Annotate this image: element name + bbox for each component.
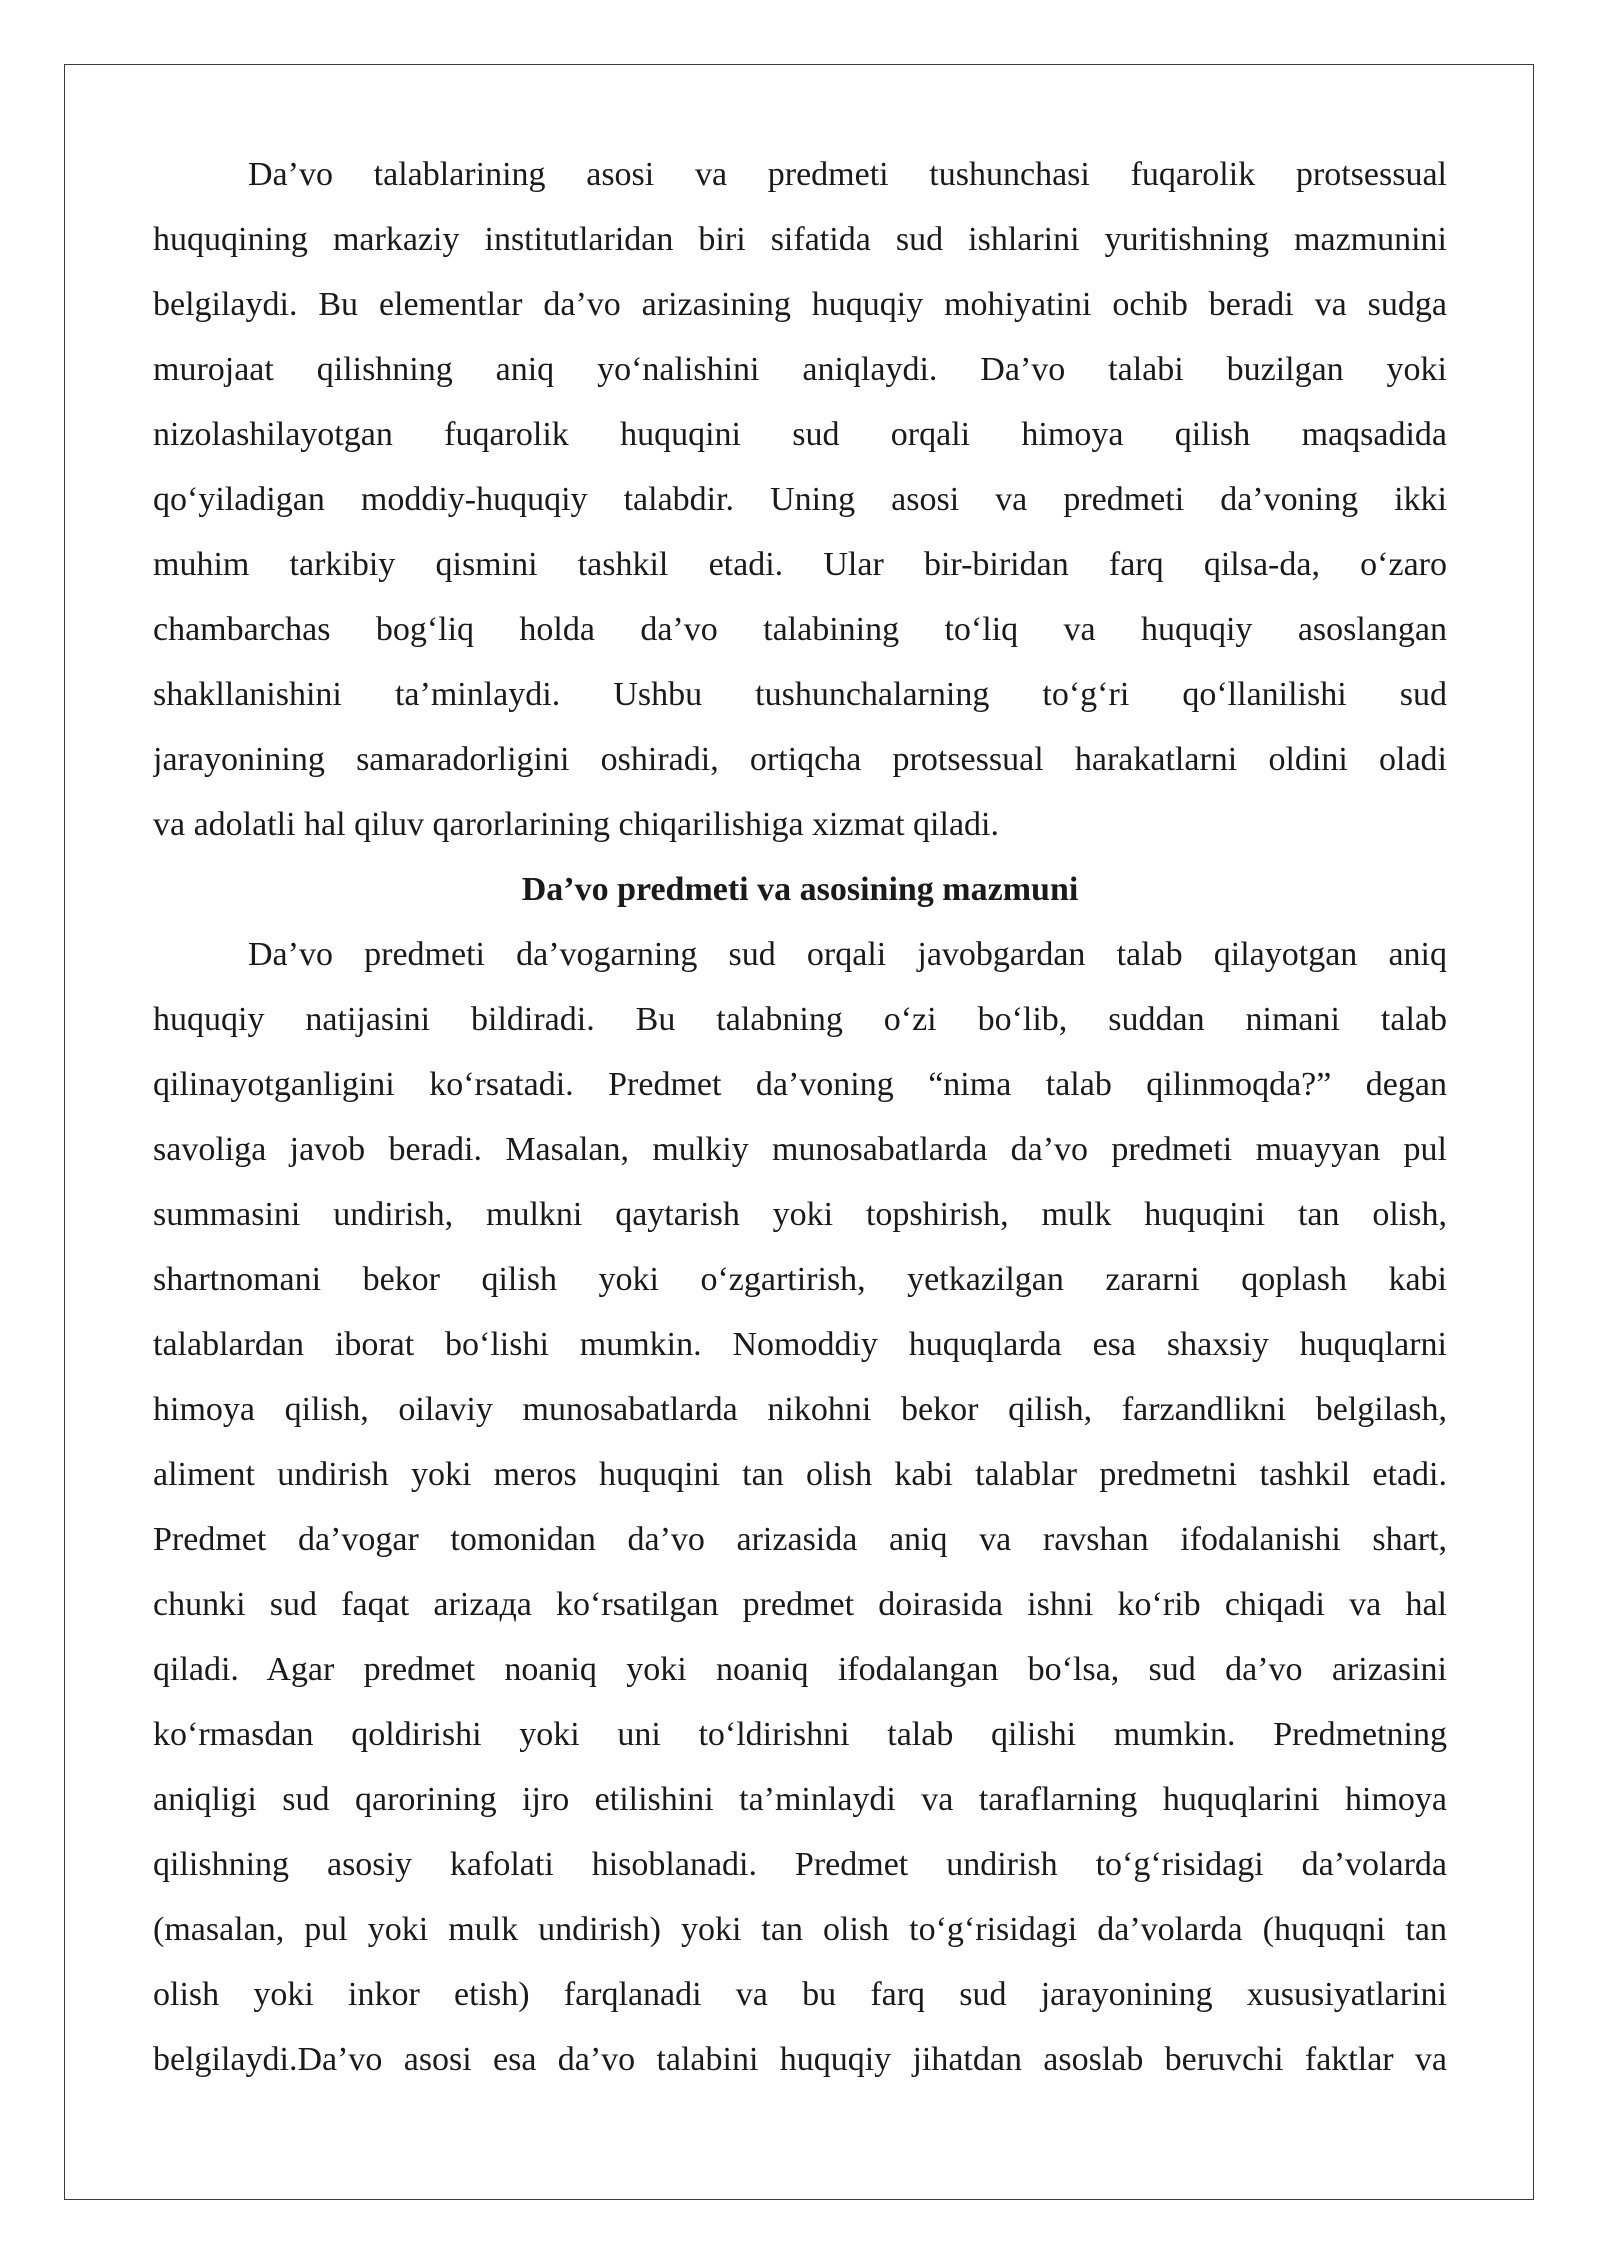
text-line: Da’vo predmeti da’vogarning sud orqali javobgardan talab qilayotgan aniq — [248, 936, 1447, 973]
paragraph-subject — [153, 922, 1447, 2092]
text-line: nizolashilayotgan fuqarolik huquqini sud orqali himoya qilish maqsadida — [153, 416, 1447, 453]
document-body — [153, 142, 1447, 2092]
text-line: aniqligi sud qarorining ijro etilishini ta’minlaydi va taraflarning huquqlarini himoya — [153, 1781, 1447, 1818]
text-line: Predmet da’vogar tomonidan da’vo arizasida aniq va ravshan ifodalanishi shart, — [153, 1521, 1447, 1558]
text-line: (masalan, pul yoki mulk undirish) yoki tan olish to‘g‘risidagi da’volarda (huquqni tan — [153, 1911, 1447, 1948]
text-line: jarayonining samaradorligini oshiradi, ortiqcha protsessual harakatlarni oldini oladi — [153, 741, 1447, 778]
text-line: qilishning asosiy kafolati hisoblanadi. Predmet undirish to‘g‘risidagi da’volarda — [153, 1846, 1447, 1883]
text-line: summasini undirish, mulkni qaytarish yoki topshirish, mulk huquqini tan olish, — [153, 1196, 1447, 1233]
text-line: qiladi. Agar predmet noaniq yoki noaniq ifodalangan bo‘lsa, sud da’vo arizasini — [153, 1651, 1447, 1688]
text-line: Da’vo talablarining asosi va predmeti tushunchasi fuqarolik protsessual — [248, 156, 1447, 193]
text-line: belgilaydi. Bu elementlar da’vo arizasining huquqiy mohiyatini ochib beradi va sudga — [153, 286, 1447, 323]
text-line: qilinayotganligini ko‘rsatadi. Predmet da’voning “nima talab qilinmoqda?” degan — [153, 1066, 1447, 1103]
text-line: shartnomani bekor qilish yoki o‘zgartirish, yetkazilgan zararni qoplash kabi — [153, 1261, 1447, 1298]
text-line: va adolatli hal qiluv qarorlarining chiqarilishiga xizmat qiladi. — [153, 806, 999, 843]
text-line: huquqiy natijasini bildiradi. Bu talabning o‘zi bo‘lib, suddan nimani talab — [153, 1001, 1447, 1038]
text-line: talablardan iborat bo‘lishi mumkin. Nomoddiy huquqlarda esa shaxsiy huquqlarni — [153, 1326, 1447, 1363]
text-line: aliment undirish yoki meros huquqini tan olish kabi talablar predmetni tashkil etadi. — [153, 1456, 1447, 1493]
text-line: belgilaydi.Da’vo asosi esa da’vo talabini huquqiy jihatdan asoslab beruvchi faktlar va — [153, 2041, 1447, 2078]
text-line: murojaat qilishning aniq yo‘nalishini aniqlaydi. Da’vo talabi buzilgan yoki — [153, 351, 1447, 388]
text-line: chambarchas bog‘liq holda da’vo talabining to‘liq va huquqiy asoslangan — [153, 611, 1447, 648]
text-line: himoya qilish, oilaviy munosabatlarda nikohni bekor qilish, farzandlikni belgilash, — [153, 1391, 1447, 1428]
text-line: huquqining markaziy institutlaridan biri sifatida sud ishlarini yuritishning mazmunini — [153, 221, 1447, 258]
text-line: qo‘yiladigan moddiy-huquqiy talabdir. Uning asosi va predmeti da’voning ikki — [153, 481, 1447, 518]
paragraph-intro — [153, 142, 1447, 857]
text-line: olish yoki inkor etish) farqlanadi va bu farq sud jarayonining xususiyatlarini — [153, 1976, 1447, 2013]
text-line: muhim tarkibiy qismini tashkil etadi. Ular bir-biridan farq qilsa-da, o‘zaro — [153, 546, 1447, 583]
text-line: shakllanishini ta’minlaydi. Ushbu tushunchalarning to‘g‘ri qo‘llanilishi sud — [153, 676, 1447, 713]
text-line: savoliga javob beradi. Masalan, mulkiy munosabatlarda da’vo predmeti muayyan pul — [153, 1131, 1447, 1168]
text-line: ko‘rmasdan qoldirishi yoki uni to‘ldirishni talab qilishi mumkin. Predmetning — [153, 1716, 1447, 1753]
section-heading: Da’vo predmeti va asosining mazmuni — [521, 871, 1079, 908]
text-line: chunki sud faqat arizада ko‘rsatilgan predmet doirasida ishni ko‘rib chiqadi va hal — [153, 1586, 1447, 1623]
